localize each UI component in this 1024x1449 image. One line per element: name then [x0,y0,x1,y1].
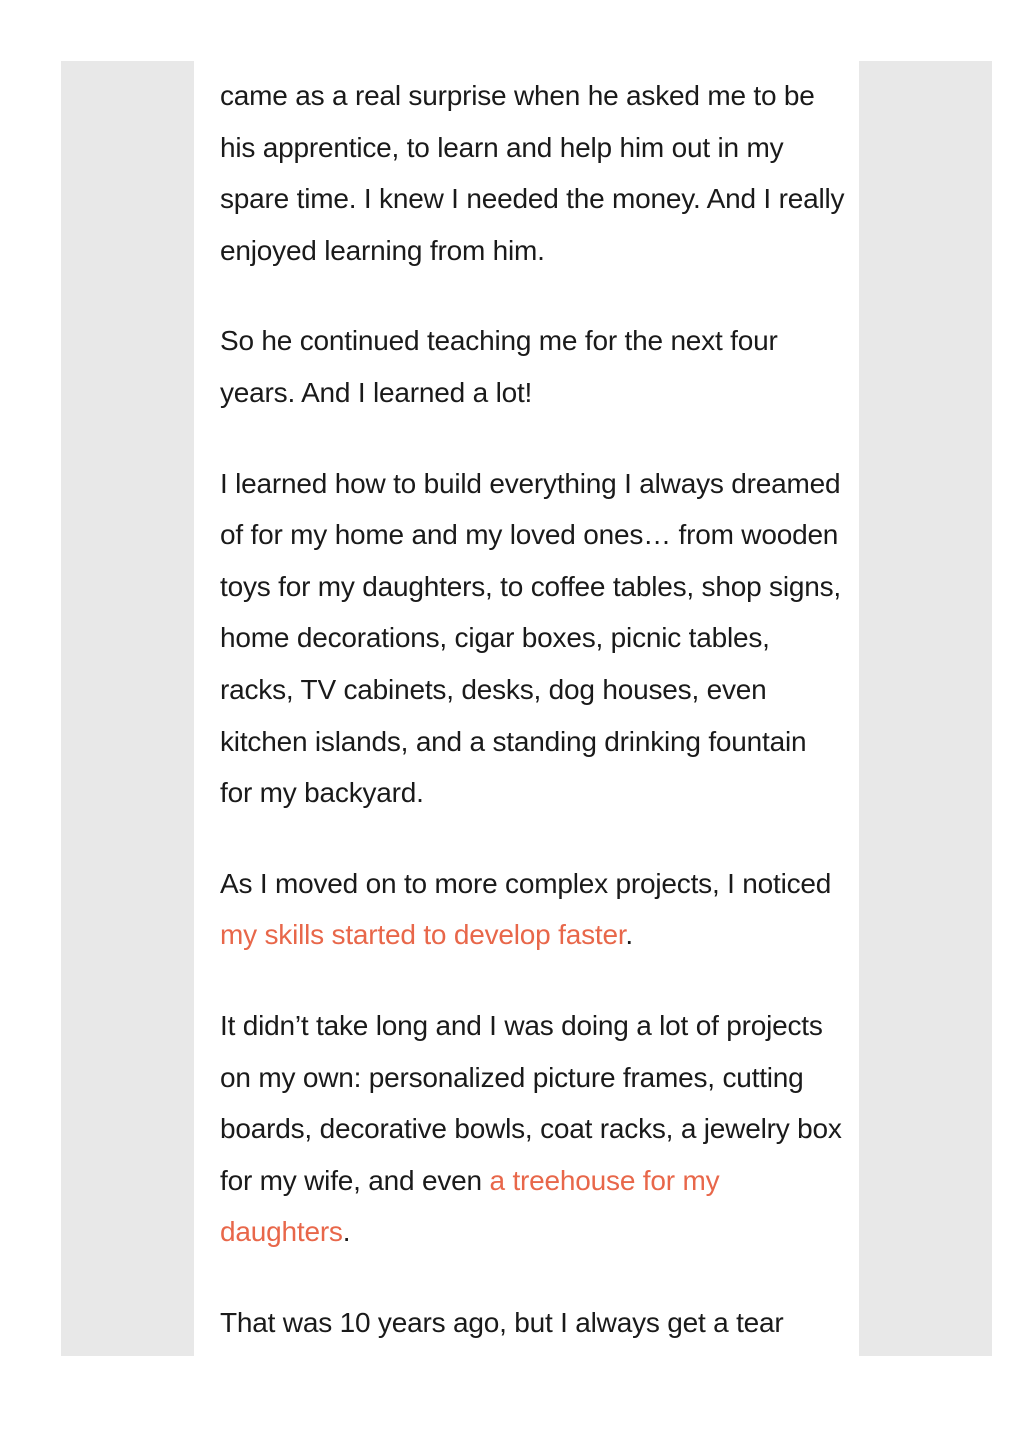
paragraph-text: It didn’t take long and I was doing a lot of projects on my own: personalized picture frames, cutting boards, decorative bowls, coat racks, a jewelry box for my wife, and even [220,1009,842,1196]
paragraph-text: As I moved on to more complex projects, I noticed [220,867,832,899]
treehouse-link[interactable]: a treehouse for my daughters [220,1164,720,1248]
paragraph-complex-projects [220,858,845,961]
paragraph-ten-years-ago: That was 10 years ago, but I always get a tear [220,1306,784,1338]
article-body [220,70,845,1356]
paragraph-own-projects [220,1000,845,1258]
paragraph-text-end: . [625,919,633,951]
paragraph-projects-list: I learned how to build everything I always dreamed of for my home and my loved ones… from wooden toys for my daughters, to coffee tables, shop signs, home decorations, cigar boxes, picnic tables, racks, TV cabinets, desks, dog houses, even kitchen islands, and a standing drinking fountain for my backyard. [220,467,841,809]
paragraph-four-years: So he continued teaching me for the next four years. And I learned a lot! [220,325,778,408]
paragraph-apprentice: came as a real surprise when he asked me to be his apprentice, to learn and help him out in my spare time. I knew I needed the money. And I really enjoyed learning from him. [220,80,845,266]
skills-link[interactable]: my skills started to develop faster [220,919,626,951]
article-column [194,61,859,1356]
paragraph-text-end: . [342,1216,351,1248]
